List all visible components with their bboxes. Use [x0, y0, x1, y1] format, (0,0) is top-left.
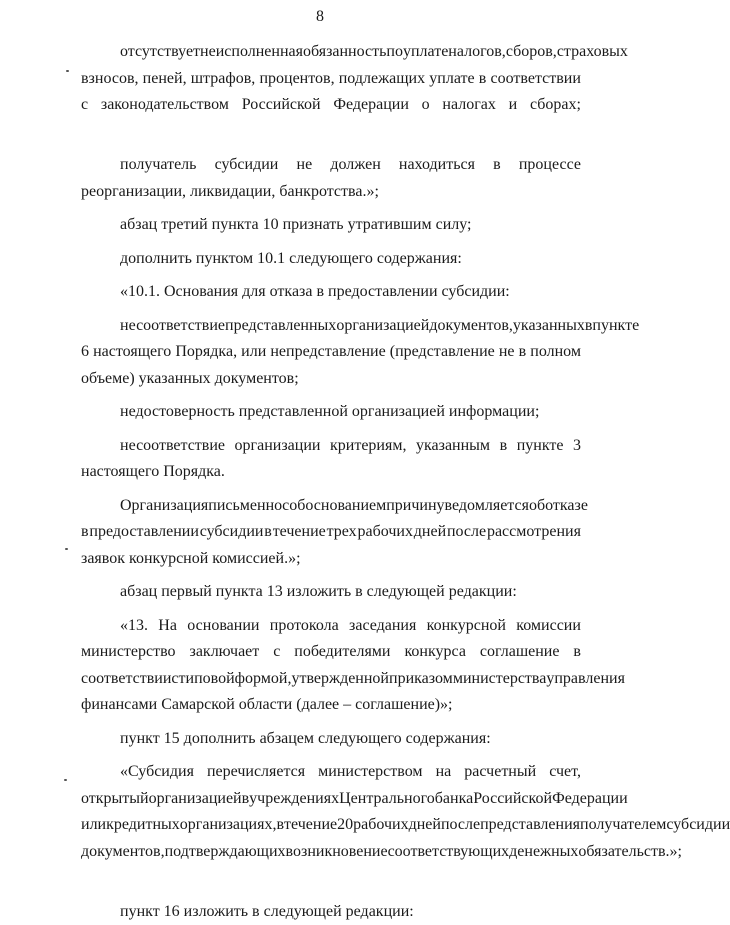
word: расчетный [464, 759, 536, 786]
word: организацией [336, 313, 429, 340]
word: 20 [337, 812, 353, 839]
word: непредставление [270, 339, 385, 366]
paragraph [81, 613, 581, 719]
word: в [493, 152, 501, 179]
word: в [585, 313, 593, 340]
word: представленных [225, 313, 336, 340]
text-line: заявок конкурсной комиссией.»; [81, 546, 581, 573]
word: страховых [557, 39, 628, 66]
word: банка [435, 786, 473, 813]
word: утвержденной [291, 666, 389, 693]
word: течение [284, 812, 337, 839]
text-line [81, 92, 581, 119]
text-line: реорганизации, ликвидации, банкротства.»; [81, 179, 581, 206]
word: после [441, 812, 480, 839]
word: Российской [473, 786, 552, 813]
word: уплате [403, 39, 448, 66]
word: документов, [81, 839, 165, 866]
paragraph [81, 399, 581, 426]
word: несоответствие [120, 433, 225, 460]
word: субсидии [215, 152, 279, 179]
word: настоящего [93, 339, 171, 366]
word: Федерации [552, 786, 628, 813]
text-line [81, 613, 581, 640]
paragraph [81, 493, 581, 573]
word: 3 [573, 433, 581, 460]
word: в [519, 339, 527, 366]
word: денежных [509, 839, 578, 866]
text-line [81, 865, 581, 892]
word: причин [386, 493, 436, 520]
word: дней [409, 812, 441, 839]
word: и [509, 92, 518, 119]
word: или [241, 339, 266, 366]
paragraph [81, 212, 581, 239]
word: с [171, 666, 178, 693]
paragraph [81, 246, 581, 273]
word: в [264, 519, 272, 546]
word: подлежащих [339, 66, 425, 93]
word: находиться [399, 152, 475, 179]
word: уплате [429, 66, 474, 93]
word: с [81, 92, 88, 119]
word: полном [530, 339, 581, 366]
word: (представление [390, 339, 495, 366]
word: 6 [81, 339, 89, 366]
word: процессе [519, 152, 581, 179]
word: субсидии [666, 812, 730, 839]
word: комиссии [516, 613, 581, 640]
word: сборах; [530, 92, 581, 119]
word: конкурса [404, 639, 465, 666]
word: не [499, 339, 515, 366]
text-line [81, 39, 581, 66]
word: представления [480, 812, 580, 839]
text-line [81, 759, 581, 786]
word: министерство [81, 639, 176, 666]
word: рассмотрения [487, 519, 581, 546]
word: предоставлении [89, 519, 199, 546]
scan-speck [66, 70, 69, 72]
word: организации [235, 433, 321, 460]
word: Российской [242, 92, 321, 119]
word: сборов, [506, 39, 557, 66]
paragraph [81, 152, 581, 205]
paragraph [81, 579, 581, 606]
word: получателем [580, 812, 666, 839]
text-line: объеме) указанных документов; [81, 366, 581, 393]
paragraph [81, 39, 581, 145]
word: возникновение [286, 839, 388, 866]
word: победителями [294, 639, 390, 666]
text-line: дополнить пунктом 10.1 следующего содержания: [81, 246, 581, 273]
text-line [81, 639, 581, 666]
word: дней [414, 519, 446, 546]
word: критериям, [330, 433, 406, 460]
word: отсутствует [120, 39, 200, 66]
word: несоответствие [120, 313, 225, 340]
paragraph [81, 313, 581, 393]
word: пункте [592, 313, 639, 340]
word: с [282, 493, 289, 520]
text-line: недостоверность представленной организацией информации; [81, 399, 581, 426]
word: основании [187, 613, 259, 640]
paragraph [81, 279, 581, 306]
word: на [436, 759, 452, 786]
word: министерства [453, 666, 547, 693]
word: налогов, [448, 39, 506, 66]
word: об [529, 493, 545, 520]
word: уведомляется [437, 493, 529, 520]
word: заседания [349, 613, 416, 640]
word: заключает [190, 639, 260, 666]
word: Организация [120, 493, 208, 520]
text-line: пункт 16 изложить в следующей редакции: [81, 899, 581, 925]
word: формой, [235, 666, 292, 693]
word: обязанность [303, 39, 386, 66]
text-line [81, 152, 581, 179]
text-line [81, 313, 581, 340]
word: штрафов, [191, 66, 256, 93]
text-line [81, 519, 581, 546]
text-line [81, 339, 581, 366]
word: «Субсидия [120, 759, 194, 786]
word: управления [546, 666, 625, 693]
word: налогах [442, 92, 495, 119]
word: в [479, 66, 487, 93]
text-line [81, 812, 581, 839]
scan-speck [65, 548, 68, 550]
word: указанных [513, 313, 585, 340]
text-line: абзац первый пункта 13 изложить в следующей редакции: [81, 579, 581, 606]
paragraph [81, 899, 581, 925]
paragraph [81, 433, 581, 486]
word: соответствии [81, 666, 171, 693]
scan-speck [64, 779, 67, 781]
word: «13. [120, 613, 148, 640]
word: учреждениях [249, 786, 339, 813]
word: отказе [545, 493, 588, 520]
word: организациях, [180, 812, 277, 839]
text-line: пункт 15 дополнить абзацем следующего содержания: [81, 726, 581, 753]
text-line [81, 839, 581, 866]
word: указанным [416, 433, 490, 460]
word: законодательством [101, 92, 229, 119]
word: процентов, [259, 66, 334, 93]
word: открытый [81, 786, 149, 813]
word: после [447, 519, 486, 546]
word: Федерации [333, 92, 409, 119]
word: министерством [318, 759, 422, 786]
word: Порядка, [175, 339, 237, 366]
word: рабочих [358, 519, 413, 546]
word: или [81, 812, 106, 839]
word: в [500, 433, 508, 460]
word: кредитных [106, 812, 180, 839]
word: счет, [549, 759, 581, 786]
word: не [297, 152, 313, 179]
text-line [81, 433, 581, 460]
text-line [81, 666, 581, 693]
word: На [158, 613, 177, 640]
word: о [422, 92, 430, 119]
word: соответствующих [388, 839, 510, 866]
text-line: абзац третий пункта 10 признать утратившим силу; [81, 212, 581, 239]
word: неисполненная [200, 39, 303, 66]
word: обоснованием [289, 493, 386, 520]
word: с [273, 639, 280, 666]
word: в [276, 812, 284, 839]
word: документов, [429, 313, 513, 340]
text-line [81, 493, 581, 520]
word: подтверждающих [165, 839, 286, 866]
word: Центрального [339, 786, 435, 813]
word: должен [330, 152, 380, 179]
word: трех [327, 519, 357, 546]
word: протокола [270, 613, 339, 640]
word: рабочих [353, 812, 408, 839]
text-line: «10.1. Основания для отказа в предоставлении субсидии: [81, 279, 581, 306]
document-body [81, 39, 581, 925]
word: взносов, [81, 66, 139, 93]
word: типовой [179, 666, 235, 693]
word: соглашение [480, 639, 560, 666]
word: в [81, 519, 89, 546]
word: письменно [208, 493, 282, 520]
word: приказом [389, 666, 453, 693]
word: в [242, 786, 250, 813]
paragraph [81, 759, 581, 892]
word: пеней, [143, 66, 187, 93]
text-line [81, 119, 581, 146]
word: субсидии [200, 519, 264, 546]
text-line [81, 66, 581, 93]
text-line: финансами Самарской области (далее – соглашение)»; [81, 692, 581, 719]
text-line [81, 786, 581, 813]
word: перечисляется [207, 759, 305, 786]
word: в [573, 639, 581, 666]
word: конкурсной [427, 613, 506, 640]
paragraph [81, 726, 581, 753]
word: течение [273, 519, 326, 546]
page-number: 8 [0, 8, 640, 26]
text-line: настоящего Порядка. [81, 459, 581, 486]
word: организацией [149, 786, 242, 813]
word: обязательств.»; [578, 839, 682, 866]
word: по [386, 39, 403, 66]
word: пункте [517, 433, 564, 460]
word: соответствии [491, 66, 581, 93]
word: получатель [120, 152, 196, 179]
